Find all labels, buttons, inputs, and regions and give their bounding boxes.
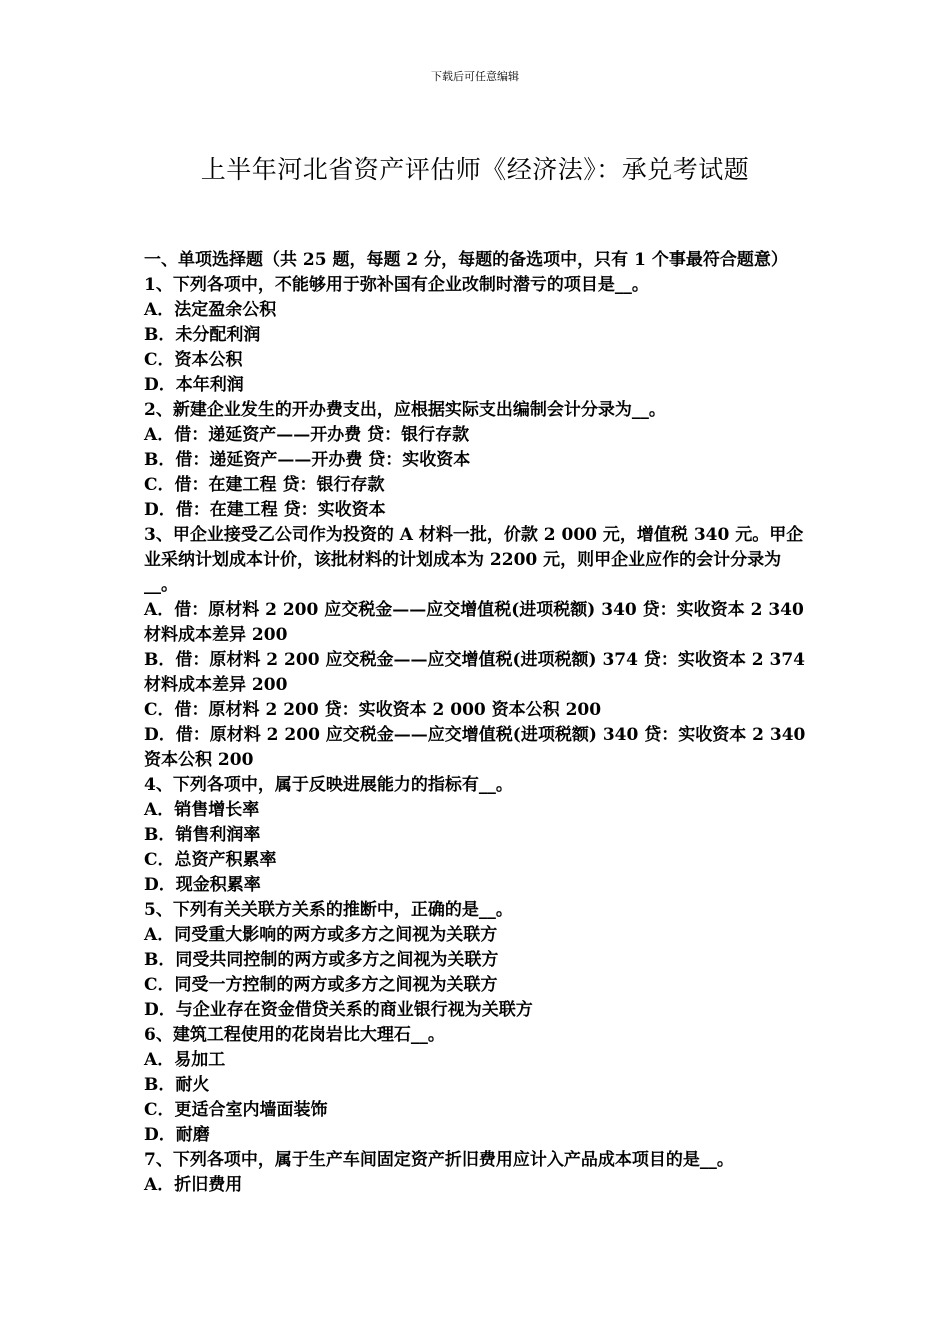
question-block-2 xyxy=(144,398,810,523)
question-block-5 xyxy=(144,898,810,1023)
header-note: 下载后可任意编辑 xyxy=(431,70,519,83)
option-a: A．同受重大影响的两方或多方之间视为关联方 xyxy=(144,925,498,945)
option-b: B．销售利润率 xyxy=(144,825,261,845)
option-d: D．本年利润 xyxy=(144,375,244,395)
option-a: A．销售增长率 xyxy=(144,800,260,820)
option-b: B．同受共同控制的两方或多方之间视为关联方 xyxy=(144,950,499,970)
option-b: B．未分配利润 xyxy=(144,325,261,345)
document-title: 上半年河北省资产评估师《经济法》：承兑考试题 xyxy=(200,155,750,184)
option-c: C．同受一方控制的两方或多方之间视为关联方 xyxy=(144,975,498,995)
option-b: B．借：原材料 2 200 应交税金——应交增值税(进项税额) 374 贷：实收资本 2 374 材料成本差异 200 xyxy=(144,650,805,695)
option-c: C．资本公积 xyxy=(144,350,243,370)
question-block-3 xyxy=(144,523,810,773)
question-stem: 2、新建企业发生的开办费支出，应根据实际支出编制会计分录为__。 xyxy=(144,400,666,420)
question-stem: 7、下列各项中，属于生产车间固定资产折旧费用应计入产品成本项目的是__。 xyxy=(144,1150,734,1170)
option-c: C．总资产积累率 xyxy=(144,850,277,870)
question-block-6 xyxy=(144,1023,810,1148)
question-stem: 1、下列各项中，不能够用于弥补国有企业改制时潜亏的项目是__。 xyxy=(144,275,649,295)
question-stem: 4、下列各项中，属于反映进展能力的指标有__。 xyxy=(144,775,513,795)
document-body xyxy=(144,248,810,1198)
option-a: A．易加工 xyxy=(144,1050,226,1070)
option-a: A．折旧费用 xyxy=(144,1175,243,1195)
question-block-1 xyxy=(144,273,810,398)
option-d: D．现金积累率 xyxy=(144,875,261,895)
option-a: A．借：原材料 2 200 应交税金——应交增值税(进项税额) 340 贷：实收资本 2 340 材料成本差异 200 xyxy=(144,600,804,645)
question-stem: 3、甲企业接受乙公司作为投资的 A 材料一批，价款 2 000 元，增值税 340 元。甲企业采纳计划成本计价，该批材料的计划成本为 2200 元，则甲企业应作的会计分录为__。 xyxy=(144,525,804,595)
option-d: D．耐磨 xyxy=(144,1125,210,1145)
section-heading: 一、单项选择题（共 25 题，每题 2 分，每题的备选项中，只有 1 个事最符合题意） xyxy=(144,250,788,270)
option-b: B．借：递延资产——开办费 贷：实收资本 xyxy=(144,450,471,470)
question-block-7 xyxy=(144,1148,810,1198)
option-c: C．更适合室内墙面装饰 xyxy=(144,1100,328,1120)
option-b: B．耐火 xyxy=(144,1075,210,1095)
option-c: C．借：在建工程 贷：银行存款 xyxy=(144,475,385,495)
option-c: C．借：原材料 2 200 贷：实收资本 2 000 资本公积 200 xyxy=(144,700,602,720)
option-d: D．借：在建工程 贷：实收资本 xyxy=(144,500,386,520)
option-a: A．借：递延资产——开办费 贷：银行存款 xyxy=(144,425,470,445)
question-stem: 6、建筑工程使用的花岗岩比大理石__。 xyxy=(144,1025,445,1045)
question-block-4 xyxy=(144,773,810,898)
option-a: A．法定盈余公积 xyxy=(144,300,277,320)
option-d: D．借：原材料 2 200 应交税金——应交增值税(进项税额) 340 贷：实收资本 2 340 资本公积 200 xyxy=(144,725,806,770)
question-stem: 5、下列有关关联方关系的推断中，正确的是__。 xyxy=(144,900,513,920)
option-d: D．与企业存在资金借贷关系的商业银行视为关联方 xyxy=(144,1000,533,1020)
